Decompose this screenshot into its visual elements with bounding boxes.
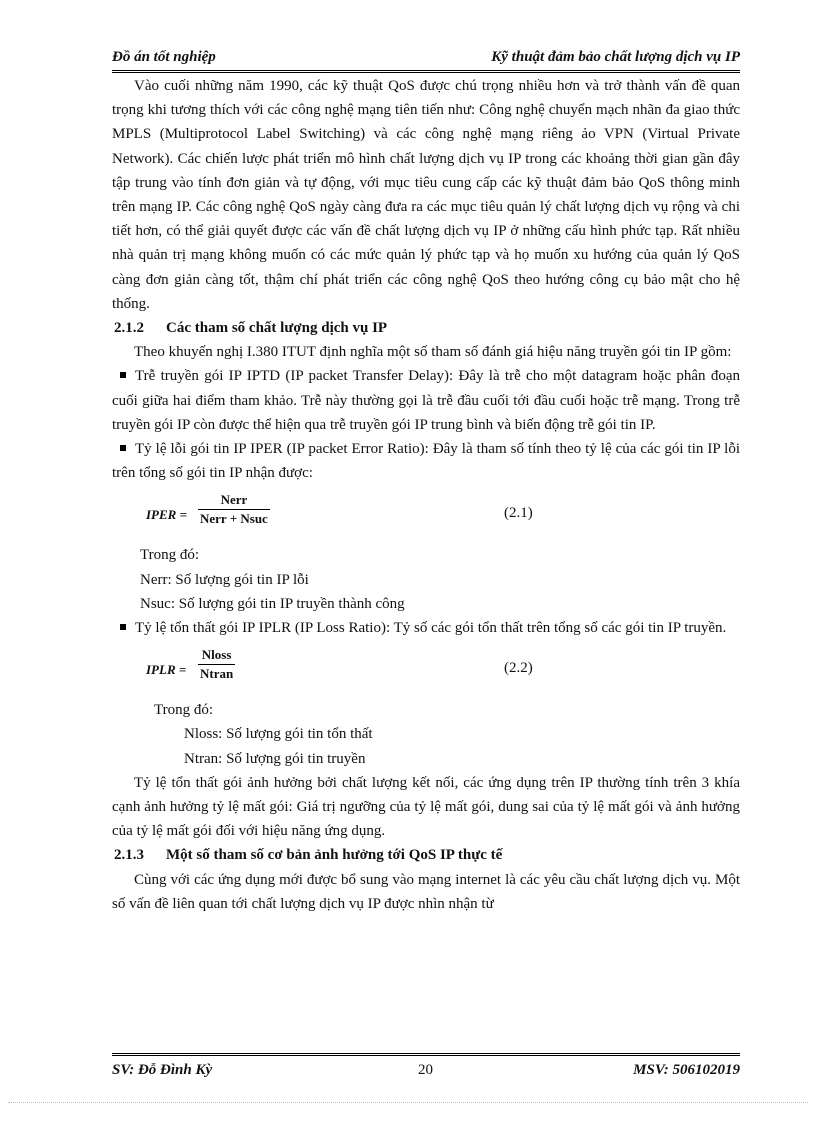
definition-ntran: Ntran: Số lượng gói tin truyền	[184, 750, 366, 767]
bullet-item-iplr	[112, 616, 740, 640]
loss-ratio-paragraph: Tỷ lệ tổn thất gói ảnh hưởng bởi chất lượng kết nối, các ứng dụng trên IP thường tính trên 3 khía cạnh ảnh hưởng tỷ lệ mất gói: Giá trị ngưỡng của tỷ lệ mất gói, dung sai của tỷ lệ mất gói và ảnh hưởng của tỷ lệ mất gói đối với hiệu năng ứng dụng.	[112, 774, 740, 840]
page-footer	[112, 1053, 740, 1082]
section-intro-paragraph: Cùng với các ứng dụng mới được bổ sung vào mạng internet là các yêu cầu chất lượng dịch vụ. Một số vấn đề liên quan tới chất lượng dịch vụ IP được nhìn nhận từ	[112, 871, 740, 912]
equation-fraction	[198, 646, 235, 683]
section-heading-2-1-3	[112, 843, 740, 867]
equation-number: (2.1)	[504, 505, 533, 522]
section-heading-2-1-2	[112, 316, 740, 340]
equation-numerator: Nerr	[198, 491, 270, 510]
page-bottom-divider	[8, 1102, 808, 1103]
bullet-square-icon	[120, 624, 126, 630]
equation-lhs: IPER =	[146, 507, 187, 523]
bullet-square-icon	[120, 445, 126, 451]
section-title: Các tham số chất lượng dịch vụ IP	[166, 320, 388, 337]
header-chapter-title: Kỹ thuật đảm bảo chất lượng dịch vụ IP	[491, 49, 740, 65]
bullet-text: Trễ truyền gói IP IPTD (IP packet Transfer Delay): Đây là trễ cho một datagram hoặc phân đoạn cuối giữa hai điểm tham khảo. Trễ này thường gọi là trễ đầu cuối tới đầu cuối hoặc trễ mạng. Trong trễ truyền gói IP còn được thể hiện qua trễ truyền gói IP trung bình và biến động trễ gói tin IP.	[112, 368, 740, 433]
definition-nerr: Nerr: Số lượng gói tin IP lỗi	[140, 571, 309, 588]
header-thesis-label: Đồ án tốt nghiệp	[112, 49, 216, 65]
equation-number: (2.2)	[504, 660, 533, 677]
bullet-text: Tỷ lệ lỗi gói tin IP IPER (IP packet Error Ratio): Đây là tham số tính theo tỷ lệ của các gói tin IP lỗi trên tổng số gói tin IP nhận được:	[112, 441, 740, 482]
equation-2-1	[112, 491, 740, 539]
bullet-item-iptd	[112, 364, 740, 437]
page-header	[112, 48, 740, 73]
bullet-item-iper	[112, 437, 740, 485]
equation-lhs: IPLR =	[146, 662, 187, 678]
definition-nloss: Nloss: Số lượng gói tin tổn thất	[184, 726, 373, 743]
where-label: Trong đó:	[140, 547, 200, 564]
bullet-text: Tỷ lệ tổn thất gói IP IPLR (IP Loss Ratio): Tỷ số các gói tổn thất trên tổng số các gói tin IP truyền.	[135, 620, 727, 637]
footer-student-name: SV: Đỗ Đình Kỳ	[112, 1062, 213, 1078]
equation-2-2	[112, 646, 740, 694]
footer-page-number: 20	[418, 1062, 433, 1078]
section-number: 2.1.3	[114, 847, 144, 864]
equation-numerator: Nloss	[198, 646, 235, 665]
section-number: 2.1.2	[114, 320, 144, 337]
equation-denominator: Ntran	[200, 666, 234, 682]
equation-denominator: Nerr + Nsuc	[200, 511, 268, 527]
equation-fraction	[198, 491, 270, 528]
definition-nsuc: Nsuc: Số lượng gói tin IP truyền thành công	[140, 595, 405, 612]
footer-student-id: MSV: 506102019	[633, 1062, 740, 1078]
intro-paragraph: Vào cuối những năm 1990, các kỹ thuật QoS được chú trọng nhiều hơn và trở thành vấn đề quan trọng khi tương thích với các công nghệ mạng tiên tiến như: Công nghệ chuyển mạch nhãn đa giao thức MPLS (Multiprotocol Label Switching) và các công nghệ mạng riêng ảo VPN (Virtual Private Network). Các chiến lược phát triển mô hình chất lượng dịch vụ IP trong các khoảng thời gian gần đây tập trung vào tính đơn giản và tự động, với mục tiêu cung cấp các kỹ thuật đảm bảo QoS thông minh trên mạng IP. Các công nghệ QoS ngày càng đưa ra các mục tiêu quản lý chất lượng dịch vụ rộng và chi tiết hơn, có thể giải quyết được các vấn đề chất lượng dịch vụ IP ở những cấu hình phức tạp. Rất nhiều nhà quản trị mạng không muốn có các mức quản lý phức tạp và họ muốn xu hướng của quản lý QoS càng đơn giản càng tốt, thậm chí phát triển các công nghệ QoS theo hướng công cụ bảo mật cho hệ thống.	[112, 78, 740, 312]
section-title: Một số tham số cơ bản ảnh hưởng tới QoS IP thực tế	[166, 847, 503, 864]
page-body	[112, 74, 740, 916]
bullet-square-icon	[120, 372, 126, 378]
section-intro-paragraph: Theo khuyến nghị I.380 ITUT định nghĩa một số tham số đánh giá hiệu năng truyền gói tin IP gồm:	[134, 344, 732, 361]
where-label: Trong đó:	[154, 702, 214, 719]
